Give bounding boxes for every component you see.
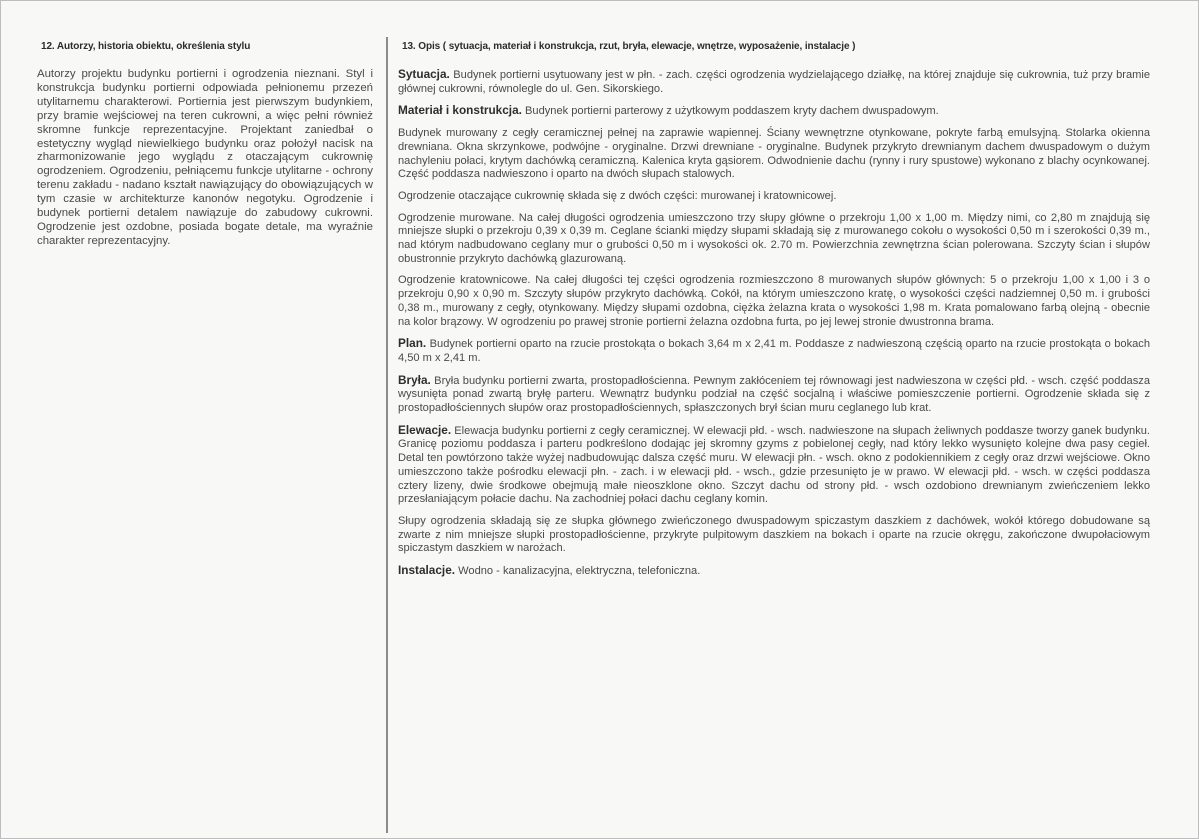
paragraph-text: Ogrodzenie otaczające cukrownię składa się z dwóch części: murowanej i kratownicowej. (398, 189, 837, 202)
paragraph-masonry-fence (398, 212, 1150, 267)
paragraph-lead: Plan. (398, 336, 427, 351)
paragraph-text: Wodno - kanalizacyjna, elektryczna, telefoniczna. (455, 565, 701, 578)
paragraph-text: Budynek murowany z cegły ceramicznej pełnej na zaprawie wapiennej. Ściany wewnętrzne otynkowane, pokryte farbą emulsyjną. Stolarka okienna drewniana. Okna skrzynkowe, podwójne - oryginalne. Drzwi drewniane - oryginalne. Budynek przykryto drewnianym dachem dwuspadowym o dużym nachyleniu połaci, krytym dachówką ceramiczną. Kalenica kryta gąsiorem. Odwodnienie dachu (rynny i rury spustowe) wykonano z blachy ocynkowanej. Część poddasza nadwieszono i oparto na dwóch słupach stalowych. (398, 127, 1150, 181)
paragraph-lead: Instalacje. (398, 563, 456, 578)
paragraph-fence-intro (398, 190, 1150, 204)
paragraph-text: Ogrodzenie murowane. Na całej długości ogrodzenia umieszczono trzy słupy główne o przekroju 1,00 x 1,00 m. Między nimi, co 2,80 m znajdują się mniejsze słupki o przekroju 0,39 x 0,39 m. Ceglane ścianki między słupami składają się z murowanego cokołu o wysokości 0,50 m i szerokości 0,39 m., nad którym nadbudowano ceglany mur o grubości 0,50 m i wysokości ok. 2.70 m. Powierzchnia zewnętrzna ścian polerowana. Szczyty ścian i słupów obustronnie przykryto dachówką glazurowaną. (398, 211, 1150, 265)
paragraph-lead: Elewacje. (398, 422, 452, 437)
right-column (398, 41, 1150, 587)
paragraph-material (398, 104, 1150, 119)
paragraph-plan (398, 337, 1150, 365)
section-12-heading: 12. Autorzy, historia obiektu, określenia stylu (41, 41, 251, 52)
paragraph-lead: Materiał i konstrukcja. (398, 103, 522, 118)
section-13-heading: 13. Opis ( sytuacja, materiał i konstrukcja, rzut, bryła, elewacje, wnętrze, wyposażenie, instalacje ) (402, 41, 856, 52)
paragraph-fence-posts (398, 515, 1150, 556)
paragraph-text: Bryła budynku portierni zwarta, prostopadłościenna. Pewnym zakłóceniem tej równowagi jest nadwieszona w części płd. - wsch. część poddasza wysunięta ponad zwartą bryłę parteru. Wewnątrz budynku podział na część socjalną i właściwe pomieszczenie portierni. Ogrodzenie składa się z prostopadłościennych słupów oraz prostopadłościennych, spłaszczonych brył ścian muru ceglanego lub krat. (398, 374, 1150, 415)
paragraph-lead: Bryła. (398, 372, 431, 387)
section-12-text: Autorzy projektu budynku portierni i ogrodzenia nieznani. Styl i konstrukcja budynku portierni odpowiada pełnionemu przezeń utylitarnemu charakterowi. Portiernia jest pierwszym budynkiem, przy bramie wejściowej na teren cukrowni, a więc pełni również skromne funkcje reprezentacyjne. Projektant zaniedbał o estetyczny wygląd niewielkiego budynku oraz położył nacisk na zharmonizowanie jego wyglądu z otaczającym cukrownię ogrodzeniem. Ogrodzeniu, pełniącemu funkcje utylitarne - ochrony terenu zakładu - nadano kształt nawiązujący do obowiązujących w tym czasie w architekturze kanonów negotyku. Ogrodzenie i budynek portierni detalem nawiązuje do zabudowy cukrowni. Ogrodzenie jest ozdobne, posiada bogate detale, ma wyraźnie charakter reprezentacyjny. (37, 68, 373, 247)
paragraph-text: Elewacja budynku portierni z cegły ceramicznej. W elewacji płd. - wsch. nadwieszone na słupach żeliwnych poddasze tworzy ganek budynku. Granicę poziomu poddasza i parteru podkreślono dodając jej skromny gzyms z pobielonej cegły, nad który lekko wysunięto kolejne dwa pasy cegieł. Detal ten powtórzono także wyżej nadbudowując dalsza część muru. W elewacji płn. - wsch. okno z podokiennikiem z cegły oraz drzwi wejściowe. Okno umieszczono także pośrodku elewacji płn. - zach. i w elewacji płd. - wsch., gdzie przesunięto je w prawo. W elewacji płd. - wsch. w części poddasza cztery lizeny, dwie środkowe obejmują małe nieoszklone okno. Szczyt dachu od strony płd. - wsch ozdobiono drewnianym zwieńczeniem lekko przesłaniającym połacie dachu. Na zachodniej połaci dachu ceglany komin. (398, 424, 1150, 506)
paragraph-elevations (398, 424, 1150, 507)
paragraph-building-construction (398, 127, 1150, 182)
paragraph-text: Ogrodzenie kratownicowe. Na całej długości tej części ogrodzenia rozmieszczono 8 murowanych słupów głównych: 5 o przekroju 1,00 x 1,00 i 3 o przekroju 0,90 x 0,90 m. Szczyty słupów przykryto dachówką. Cokół, na którym umieszczono kratę, o wysokości części nadziemnej 0,50 m. i grubości 0,38 m., murowany z cegły, otynkowany. Między słupami ozdobna, ciężka żelazna krata o wysokości 1,98 m. Krata pomalowano farbą olejną - obecnie na kolor brązowy. W ogrodzeniu po prawej stronie portierni żelazna ozdobna furta, po jej lewej stronie dwustronna brama. (398, 274, 1150, 328)
paragraph-massing (398, 374, 1150, 416)
paragraph-lattice-fence (398, 274, 1150, 329)
paragraph-text: Budynek portierni oparto na rzucie prostokąta o bokach 3,64 m x 2,41 m. Poddasze z nadwieszoną częścią oparto na rzucie prostokąta o bokach 4,50 m x 2,41 m. (398, 338, 1150, 364)
paragraph-text: Budynek portierni parterowy z użytkowym poddaszem kryty dachem dwuspadowym. (521, 105, 939, 118)
paragraph-installations (398, 564, 1150, 579)
paragraph-situation (398, 68, 1150, 96)
left-column (37, 41, 373, 249)
paragraph-text: Budynek portierni usytuowany jest w płn. - zach. części ogrodzenia wydzielającego działkę, na której znajduje się cukrownia, tuż przy bramie głównej cukrowni, równolegle do ul. Gen. Sikorskiego. (398, 69, 1150, 95)
column-divider (386, 37, 388, 833)
paragraph-text: Słupy ogrodzenia składają się ze słupka głównego zwieńczonego dwuspadowym spiczastym daszkiem z dachówek, wokół którego dobudowane są zwarte z nim mniejsze słupki prostopadłościenne, przykryte pulpitowym daszkiem na bokach i oparte na rzucie okręgu, zakończone dwupołaciowym spiczastym daszkiem w narożach. (398, 514, 1150, 555)
paragraph-lead: Sytuacja. (398, 67, 450, 81)
